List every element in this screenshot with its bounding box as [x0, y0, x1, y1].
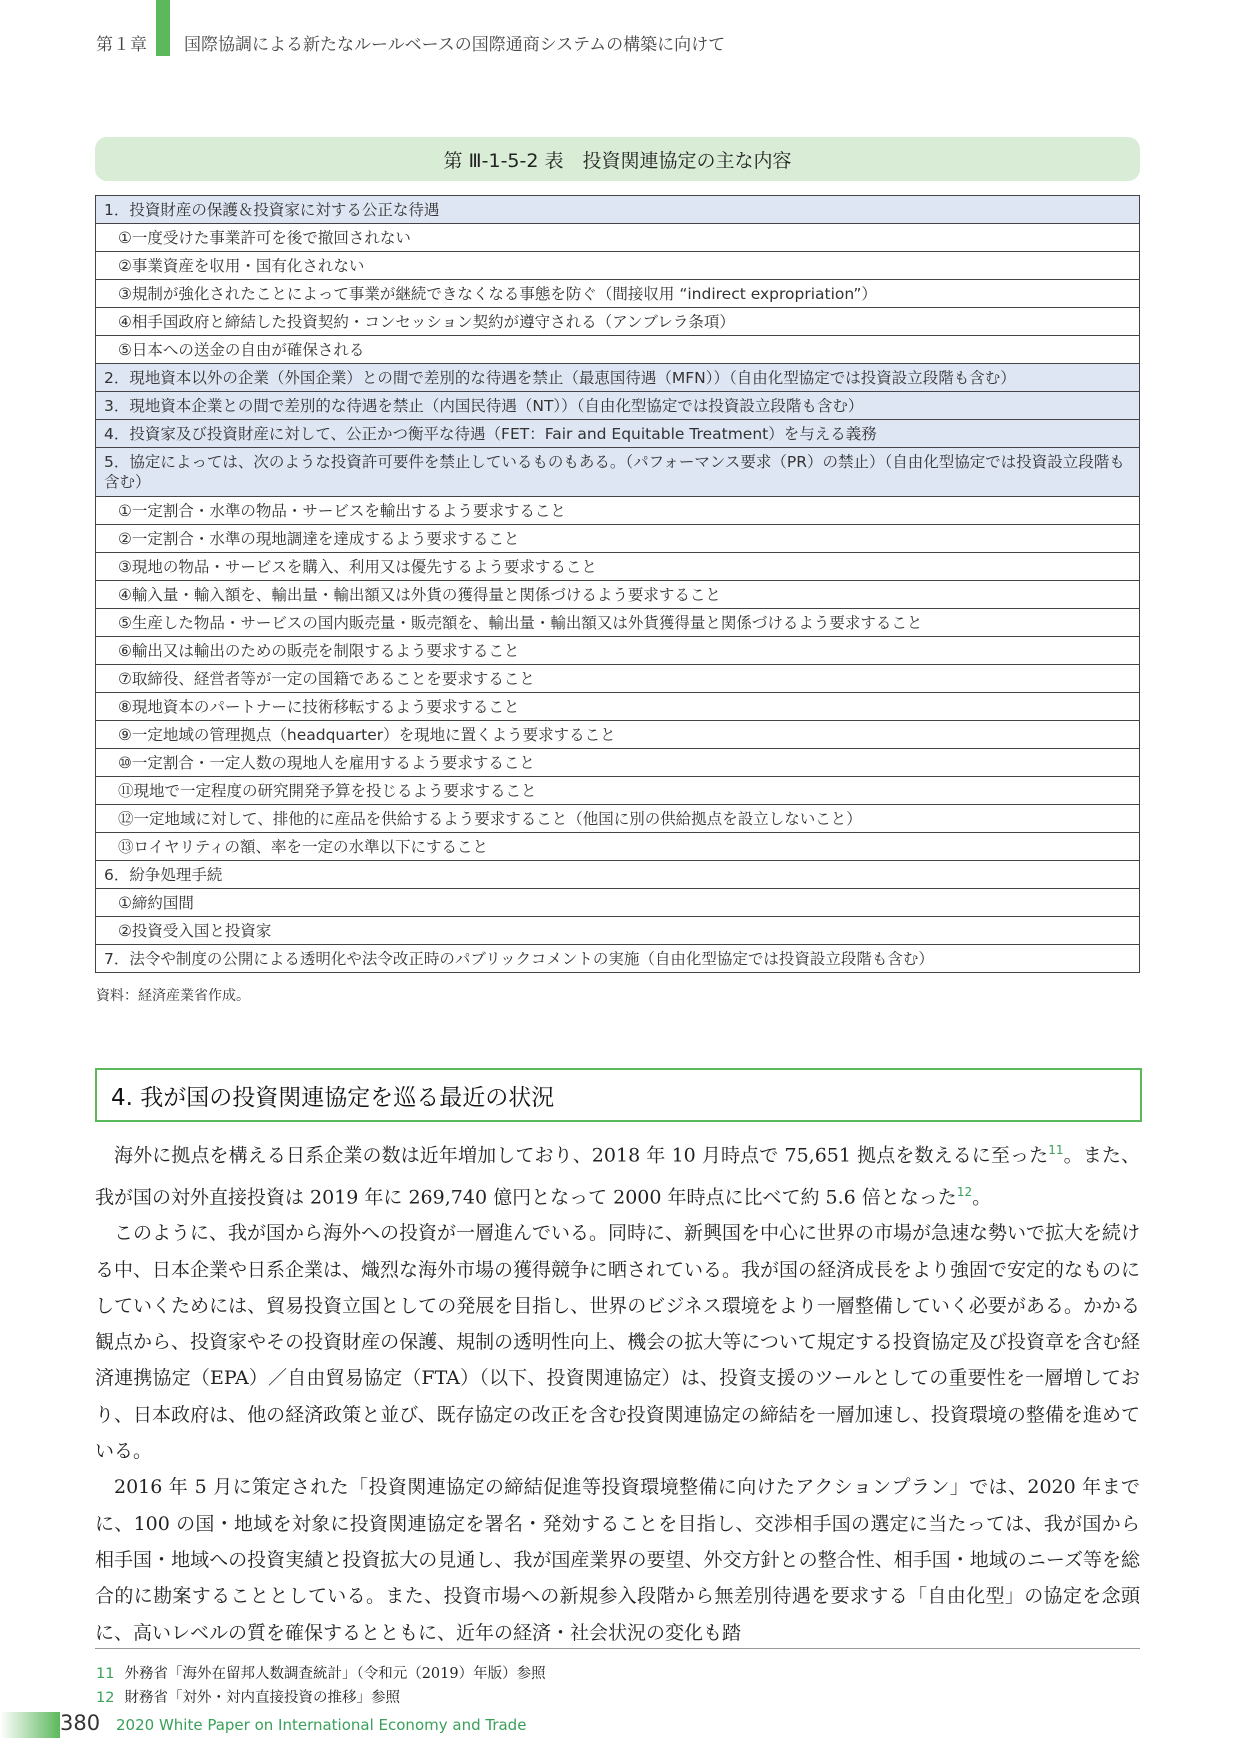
table-cell: ⑤生産した物品・サービスの国内販売量・販売額を、輸出量・輸出額又は外貨獲得量と関係づけるよう要求すること: [96, 609, 1140, 637]
paragraph-2: このように、我が国から海外への投資が一層進んでいる。同時に、新興国を中心に世界の市場が急速な勢いで拡大を続ける中、日本企業や日系企業は、熾烈な海外市場の獲得競争に晒されている。我が国の経済成長をより強固で安定的なものにしていくためには、貿易投資立国としての発展を目指し、世界のビジネス環境をより一層整備していく必要がある。かかる観点から、投資家やその投資財産の保護、規制の透明性向上、機会の拡大等について規定する投資協定及び投資章を含む経済連携協定（EPA）／自由貿易協定（FTA）（以下、投資関連協定）は、投資支援のツールとしての重要性を一層増しており、日本政府は、他の経済政策と並び、既存協定の改正を含む投資関連協定の締結を一層加速し、投資環境の整備を進めている。: [95, 1222, 1141, 1463]
paragraph-1-text-end: 。: [972, 1185, 992, 1208]
footer-title: 2020 White Paper on International Economy and Trade: [116, 1716, 527, 1734]
chapter-title: 国際協調による新たなルールベースの国際通商システムの構築に向けて: [184, 35, 726, 55]
table-cell: ⑧現地資本のパートナーに技術移転するよう要求すること: [96, 693, 1140, 721]
table-cell: ⑫一定地域に対して、排他的に産品を供給するよう要求すること（他国に別の供給拠点を設立しないこと）: [96, 805, 1140, 833]
table-row: [96, 889, 1140, 917]
footnote-ref-12[interactable]: 12: [956, 1184, 973, 1199]
table-row: [96, 805, 1140, 833]
table-row: [96, 833, 1140, 861]
footnote-ref-11[interactable]: 11: [1048, 1143, 1064, 1157]
paragraph-1-text-mid: 。また、我が国の対外直接投資は 2019 年に 269,740 億円となって 2000 年時点に比べて約 5.6 倍となった: [95, 1144, 1140, 1208]
table-row: [96, 420, 1140, 448]
table-cell: ⑥輸出又は輸出のための販売を制限するよう要求すること: [96, 637, 1140, 665]
page-number: 380: [60, 1711, 101, 1735]
table-cell: ⑤日本への送金の自由が確保される: [96, 336, 1140, 364]
section-heading-box: [95, 1068, 1142, 1122]
table-row: [96, 945, 1140, 973]
table-row: [96, 777, 1140, 805]
table-cell: 2．現地資本以外の企業（外国企業）との間で差別的な待遇を禁止（最恵国待遇（MFN））（自由化型協定では投資設立段階も含む）: [96, 364, 1140, 392]
table-cell: ②一定割合・水準の現地調達を達成するよう要求すること: [96, 525, 1140, 553]
table-cell: ⑦取締役、経営者等が一定の国籍であることを要求すること: [96, 665, 1140, 693]
table-cell: ①締約国間: [96, 889, 1140, 917]
table-cell: ②投資受入国と投資家: [96, 917, 1140, 945]
table-title: 第 Ⅲ-1-5-2 表 投資関連協定の主な内容: [95, 137, 1140, 181]
table-row: [96, 497, 1140, 525]
table-row: [96, 553, 1140, 581]
table-row: [96, 448, 1140, 497]
investment-treaty-table: [95, 195, 1140, 973]
table-cell: ⑪現地で一定程度の研究開発予算を投じるよう要求すること: [96, 777, 1140, 805]
table-row: [96, 392, 1140, 420]
paragraph-1: [95, 1132, 1140, 1215]
footnote-12: [96, 1686, 400, 1707]
footnote-number: 11: [96, 1666, 115, 1682]
paragraph-1-text: 海外に拠点を構える日系企業の数は近年増加しており、2018 年 10 月時点で 75,651 拠点を数えるに至った: [114, 1144, 1049, 1167]
table-row: [96, 861, 1140, 889]
table-cell: ③規制が強化されたことによって事業が継続できなくなる事態を防ぐ（間接収用 “indirect expropriation”）: [96, 280, 1140, 308]
table-cell: ⑨一定地域の管理拠点（headquarter）を現地に置くよう要求すること: [96, 721, 1140, 749]
table-row: [96, 749, 1140, 777]
table-row: [96, 252, 1140, 280]
footer-accent-bar: [0, 1712, 60, 1738]
table-source: 資料：経済産業省作成。: [96, 988, 250, 1004]
table-row: [96, 364, 1140, 392]
table-row: [96, 721, 1140, 749]
table-row: [96, 308, 1140, 336]
table-cell: ④輸入量・輸入額を、輸出量・輸出額又は外貨の獲得量と関係づけるよう要求すること: [96, 581, 1140, 609]
table-row: [96, 336, 1140, 364]
table-cell: ④相手国政府と締結した投資契約・コンセッション契約が遵守される（アンブレラ条項）: [96, 308, 1140, 336]
table-cell: ②事業資産を収用・国有化されない: [96, 252, 1140, 280]
table-cell: ③現地の物品・サービスを購入、利用又は優先するよう要求すること: [96, 553, 1140, 581]
chapter-accent-bar: [156, 0, 170, 56]
table-row: [96, 693, 1140, 721]
table-cell: ⑬ロイヤリティの額、率を一定の水準以下にすること: [96, 833, 1140, 861]
chapter-label: 第１章: [96, 35, 147, 55]
footnote-divider: [95, 1648, 1140, 1649]
section-heading: 4. 我が国の投資関連協定を巡る最近の状況: [111, 1084, 555, 1111]
table-cell: 4．投資家及び投資財産に対して、公正かつ衡平な待遇（FET：Fair and Equitable Treatment）を与える義務: [96, 420, 1140, 448]
table-row: [96, 196, 1140, 224]
table-cell: 7．法令や制度の公開による透明化や法令改正時のパブリックコメントの実施（自由化型協定では投資設立段階も含む）: [96, 945, 1140, 973]
table-cell: 3．現地資本企業との間で差別的な待遇を禁止（内国民待遇（NT））（自由化型協定では投資設立段階も含む）: [96, 392, 1140, 420]
footnote-text: 財務省「対外・対内直接投資の推移」参照: [124, 1690, 400, 1706]
table-cell: ①一定割合・水準の物品・サービスを輸出するよう要求すること: [96, 497, 1140, 525]
footnote-11: [96, 1662, 546, 1683]
footnote-number: 12: [96, 1690, 115, 1706]
footnote-text: 外務省「海外在留邦人数調査統計」（令和元（2019）年版）参照: [124, 1666, 546, 1682]
body-text: [95, 1132, 1140, 1651]
table-row: [96, 280, 1140, 308]
table-row: [96, 224, 1140, 252]
table-row: [96, 609, 1140, 637]
table-cell: 6．紛争処理手続: [96, 861, 1140, 889]
table-row: [96, 917, 1140, 945]
table-row: [96, 637, 1140, 665]
table-cell: 1．投資財産の保護＆投資家に対する公正な待遇: [96, 196, 1140, 224]
table-cell: ①一度受けた事業許可を後で撤回されない: [96, 224, 1140, 252]
paragraph-3: 2016 年 5 月に策定された「投資関連協定の締結促進等投資環境整備に向けたアクションプラン」では、2020 年までに、100 の国・地域を対象に投資関連協定を署名・発効することを目指し、交渉相手国の選定に当たっては、我が国から相手国・地域への投資実績と投資拡大の見通し、我が国産業界の要望、外交方針との整合性、相手国・地域のニーズ等を総合的に勘案することとしている。また、投資市場への新規参入段階から無差別待遇を要求する「自由化型」の協定を念頭に、高いレベルの質を確保するとともに、近年の経済・社会状況の変化も踏: [95, 1476, 1140, 1644]
table-cell: ⑩一定割合・一定人数の現地人を雇用するよう要求すること: [96, 749, 1140, 777]
table-row: [96, 581, 1140, 609]
table-row: [96, 665, 1140, 693]
table-cell: 5．協定によっては、次のような投資許可要件を禁止しているものもある。（パフォーマンス要求（PR）の禁止）（自由化型協定では投資設立段階も含む）: [96, 448, 1140, 497]
table-row: [96, 525, 1140, 553]
